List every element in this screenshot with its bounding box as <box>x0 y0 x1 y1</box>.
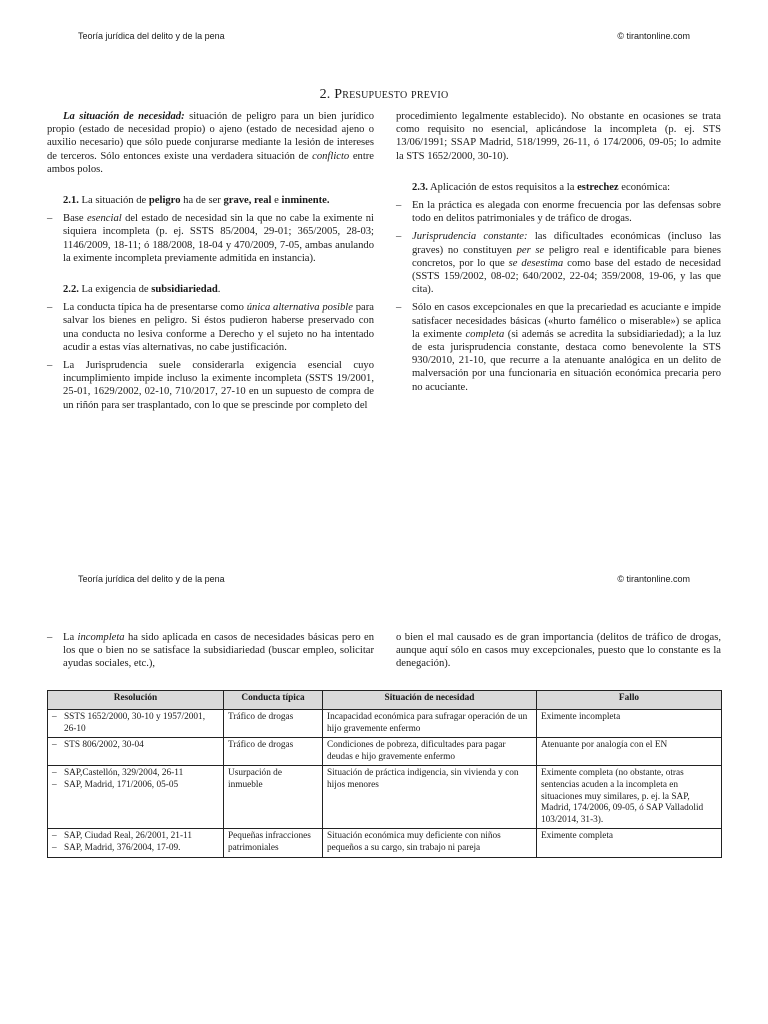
situacion-cell: Situación de práctica indigencia, sin vivienda y con hijos menores <box>323 766 537 829</box>
list-item: – Sólo en casos excepcionales en que la precariedad es acuciante e impide satisfacer necesidades básicas («hurto famélico o miserable») se aplica la eximente completa (si además se acredita la subsidiariedad); a la luz de esta jurisprudencia constante, destaca como benevolente la STS 930/2010, 21-10, que recurre a la atenuante analógica en un delito de malversación por una funcionaria en situación económica precaria pero no acuciante. <box>396 301 721 393</box>
right-column-page1 <box>396 110 721 394</box>
right-column-page2 <box>396 631 721 671</box>
page-header <box>78 574 690 584</box>
jurisprudence-table <box>47 690 722 858</box>
table-row <box>48 710 722 738</box>
header-right: © tirantonline.com <box>617 574 690 584</box>
situacion-cell: Incapacidad económica para sufragar operación de un hijo gravemente enfermo <box>323 710 537 738</box>
heading-2-3: 2.3. Aplicación de estos requisitos a la estrechez económica: <box>412 181 671 193</box>
table-row <box>48 766 722 829</box>
list-item: – La incompleta ha sido aplicada en casos de necesidades básicas pero en los que o bien no se satisface la subsidiariedad (buscar empleo, solicitar ayudas sociales, etc.), <box>47 631 374 671</box>
fallo-cell: Eximente completa <box>537 829 722 857</box>
table-header-row <box>48 691 722 710</box>
conducta-cell: Tráfico de drogas <box>224 710 323 738</box>
header-left: Teoría jurídica del delito y de la pena <box>78 31 225 41</box>
resolucion-cell: – SAP, Ciudad Real, 26/2001, 21-11 – SAP, Madrid, 376/2004, 17-09. <box>48 829 224 857</box>
resolucion-cell: – SAP,Castellón, 329/2004, 26-11 – SAP, Madrid, 171/2006, 05-05 <box>48 766 224 829</box>
list-item: – La Jurisprudencia suele considerarla exigencia esencial cuyo incumplimiento impide incluso la eximente incompleta (SSTS 19/2001, 25-01, 1629/2002, 02-10, 710/2017, 27-10 en un supuesto de compra de un riñón para ser trasplantado, con lo que se prescinde por completo del <box>47 359 374 412</box>
fallo-cell: Atenuante por analogía con el EN <box>537 738 722 766</box>
intro-paragraph: La situación de necesidad: situación de peligro para un bien jurídico propio (estado de necesidad propio) o ajeno (estado de necesidad ajeno o auxilio necesario) que sólo puede conjurarse mediante la lesión de intereses de terceros. Sólo entonces existe una verdadera situación de conflicto entre ambos polos. <box>47 111 374 175</box>
header-left: Teoría jurídica del delito y de la pena <box>78 574 225 584</box>
conducta-cell: Usurpación de inmueble <box>224 766 323 829</box>
conducta-cell: Tráfico de drogas <box>224 738 323 766</box>
situacion-cell: Situación económica muy deficiente con niños pequeños a su cargo, sin trabajo ni pareja <box>323 829 537 857</box>
conducta-cell: Pequeñas infracciones patrimoniales <box>224 829 323 857</box>
list-item: – Base esencial del estado de necesidad sin la que no cabe la eximente ni siquiera incompleta (p. ej. SSTS 85/2004, 29-01; 365/2005, 28-03; 1146/2009, 18-11; ó 188/2008, 18-04 y 470/2009, 7-05, ambas anulando la eximente incompleta previamente admitida en instancia). <box>47 212 374 265</box>
continued-paragraph: o bien el mal causado es de gran importancia (delitos de tráfico de drogas, aunque aquí sólo en casos muy excepcionales, puesto que lo constante es la denegación). <box>396 632 721 670</box>
section-title: 2. Presupuesto previo <box>319 87 449 102</box>
header-right: © tirantonline.com <box>617 31 690 41</box>
resolucion-cell: – STS 806/2002, 30-04 <box>48 738 224 766</box>
heading-2-1: 2.1. La situación de peligro ha de ser grave, real e inminente. <box>63 195 330 207</box>
table-row <box>48 738 722 766</box>
situacion-cell: Condiciones de pobreza, dificultades para pagar deudas e hijo gravemente enfermo <box>323 738 537 766</box>
fallo-cell: Eximente completa (no obstante, otras sentencias acuden a la incompleta en situaciones muy similares, p. ej. la SAP, Madrid, 174/2006, 09-05, ó SAP Valladolid 103/2014, 31-3). <box>537 766 722 829</box>
page-header <box>78 31 690 41</box>
column-header: Conducta típica <box>224 691 323 710</box>
column-header: Resolución <box>48 691 224 710</box>
fallo-cell: Eximente incompleta <box>537 710 722 738</box>
column-header: Fallo <box>537 691 722 710</box>
list-item: – Jurisprudencia constante: las dificultades económicas (incluso las graves) no constituyen per se peligro real e identificable para bienes concretos, por lo que se desestima como base del estado de necesidad (SSTS 159/2002, 08-02; 640/2002, 22-04; 359/2008, 19-06, y las que cita). <box>396 230 721 296</box>
left-column-page2 <box>47 631 374 671</box>
heading-2-2: 2.2. La exigencia de subsidiariedad. <box>63 284 221 296</box>
column-header: Situación de necesidad <box>323 691 537 710</box>
list-item: – La conducta típica ha de presentarse como única alternativa posible para salvar los bienes en peligro. Si éstos pudieron haberse preservado con una conducta no lesiva conforme a Derecho y el sujeto no ha intentado acudir a estas vías alternativas, no cabe justificación. <box>47 301 374 354</box>
left-column-page1 <box>47 110 374 412</box>
continued-paragraph: procedimiento legalmente establecido). No obstante en ocasiones se trata como requisito no esencial, aplicándose la incompleta (p. ej. STS 13/06/1991; SSAP Madrid, 518/1999, 26-11, ó 174/2006, 09-05; lo admite la STS 1652/2000, 30-10). <box>396 111 721 162</box>
list-item: – En la práctica es alegada con enorme frecuencia por las defensas sobre todo en delitos patrimoniales y de tráfico de drogas. <box>396 199 721 225</box>
resolucion-cell: – SSTS 1652/2000, 30-10 y 1957/2001, 26-10 <box>48 710 224 738</box>
table-row <box>48 829 722 857</box>
